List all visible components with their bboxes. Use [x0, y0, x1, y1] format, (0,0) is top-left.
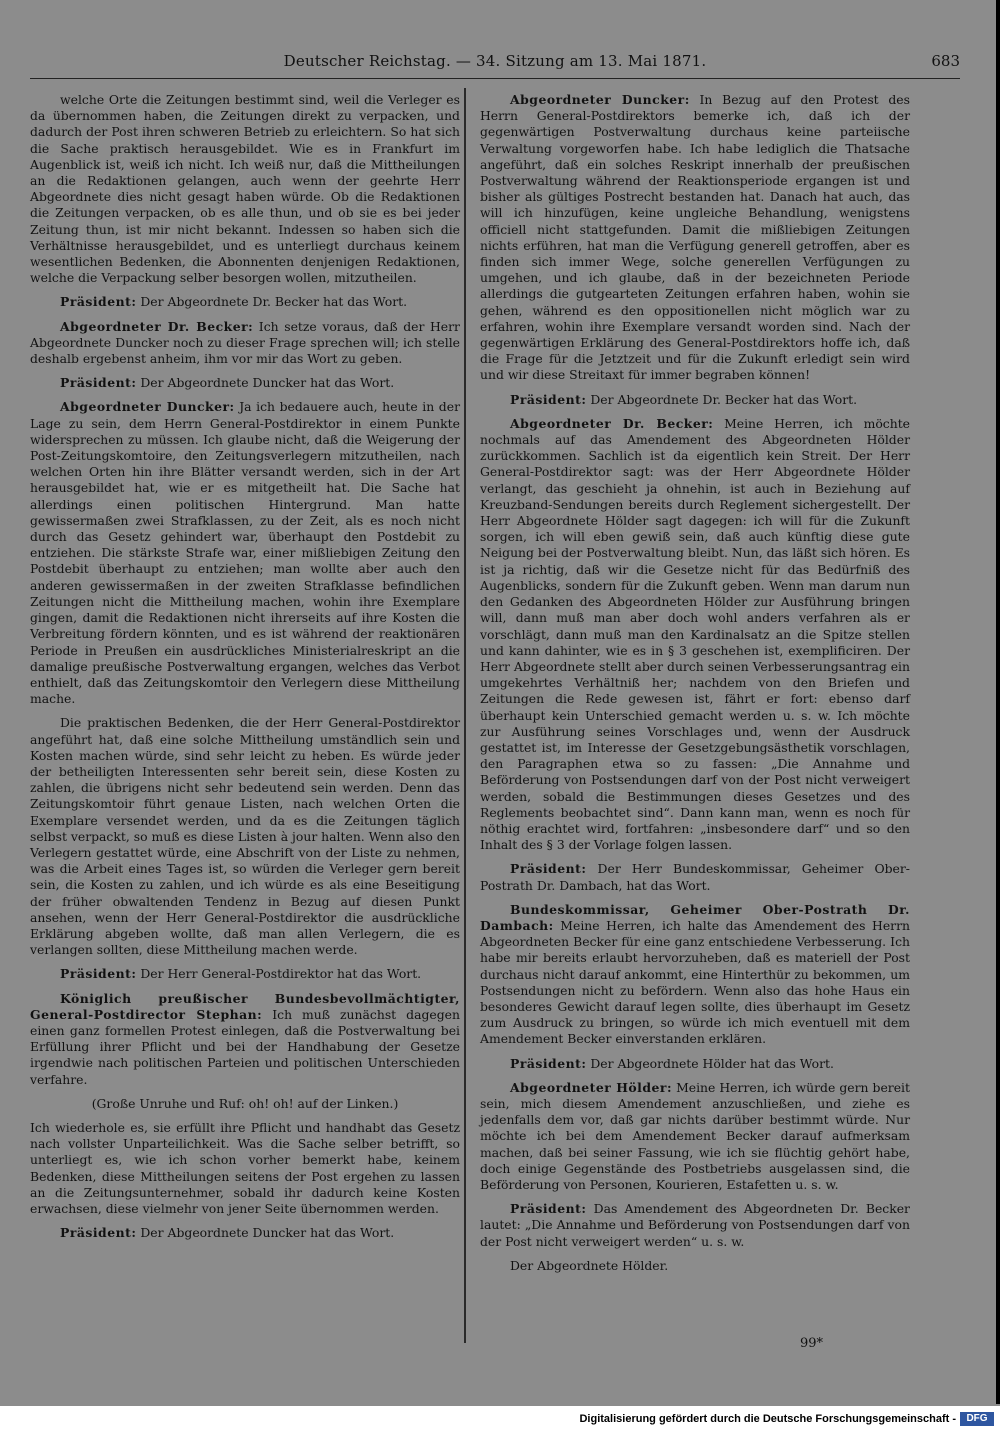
speech-text: Der Abgeordnete Duncker hat das Wort.: [140, 1225, 395, 1241]
speaker-name: Abgeordneter Duncker:: [60, 399, 235, 415]
speech-text: Das Amendement des Abgeordneten Dr. Becker lautet: „Die Annahme und Beförderung von Postsendungen darf von der Post nicht verweigert werden“ u. s. w.: [480, 1201, 910, 1249]
speech-paragraph: [480, 1258, 910, 1274]
speech-text: welche Orte die Zeitungen bestimmt sind, weil die Verleger es da übernommen haben, die Zeitungen direkt zu verpacken, und dadurch der Post ihren schweren Betrieb zu erleichtern. So hat sich die Sache praktisch herausgebildet. Wie es in Frankfurt im Augenblick ist, weiß ich nicht. Ich weiß nur, daß die Mittheilungen an die Redaktionen gelangen, auch wenn der geehrte Herr Abgeordnete dies nicht gesagt haben würde. Ob die Redaktionen die Zeitungen verpacken, ob es alle thun, und ob sie es bei jeder Zeitung thun, ist mir nicht bekannt. Indessen so haben sich die Verhältnisse herausgebildet, und es unterliegt durchaus keinem wesentlichen Bedenken, die Abonnenten denjenigen Redaktionen, welche die Verpackung selber besorgen wollen, mitzutheilen.: [30, 92, 460, 286]
speech-text: Meine Herren, ich möchte nochmals auf das Amendement des Abgeordneten Hölder zurückkommen. Sachlich ist da eigentlich kein Streit. Der Herr General-Postdirektor sagt: was der Herr Abgeordnete Hölder verlangt, das geschieht ja ohnehin, ist auch in Beziehung auf Kreuzband-Sendungen bereits durch Reglement sichergestellt. Der Herr Abgeordnete Hölder sagt dagegen: ich will für die Zukunft sorgen, ich will eben gewiß sein, daß auch künftig diese gute Neigung bei der Postverwaltung bleibt. Nun, das läßt sich hören. Es ist ja richtig, daß wir die Gesetze nicht für das Bedürfniß des Augenblicks, sondern für die Zukunft geben. Wenn man darum nun den Gedanken des Abgeordneten Hölder zur Ausführung bringen will, dann muß man aber doch wohl anders verfahren als er vorschlägt, dann muß man den Kardinalsatz an die Spitze stellen und kann dahinter, wie es in § 3 geschehen ist, exemplificiren. Der Herr Abgeordnete stellt aber durch seinen Verbesserungsantrag ein umgekehrtes Verhältniß her; nachdem von den Briefen und Zeitungen die Rede gewesen ist, fährt er fort: ebenso darf überhaupt kein Unterschied gemacht werden u. s. w. Ich möchte zur Ausführung seines Vorschlages und, wenn der Ausdruck gestattet ist, im Interesse der Gesetzgebungsästhetik vorschlagen, den Paragraphen etwa so zu fassen: „Die Annahme und Beförderung von Postsendungen darf von der Post nicht verweigert werden, sobald die Bestimmungen dieses Gesetzes und des Reglements beobachtet sind“. Dann kann man, wenn es noch für nöthig erachtet wird, fortfahren: „insbesondere darf“ und so den Inhalt des § 3 der Vorlage folgen lassen.: [480, 415, 911, 853]
speaker-name: Präsident:: [60, 966, 137, 982]
speech-paragraph: [30, 319, 460, 368]
speaker-name: Abgeordneter Duncker:: [510, 92, 690, 107]
speech-text: Der Abgeordnete Hölder hat das Wort.: [590, 1055, 834, 1071]
speaker-name: Königlich preußischer Bundesbevollmächtigter, General-Postdirector Stephan:: [30, 990, 460, 1022]
speaker-name: Präsident:: [60, 375, 137, 391]
speech-paragraph: [30, 375, 460, 391]
speaker-name: Präsident:: [510, 1055, 587, 1071]
speaker-name: Abgeordneter Dr. Becker:: [60, 318, 254, 334]
speech-paragraph: [480, 416, 910, 853]
speech-text: (Große Unruhe und Ruf: oh! oh! auf der Linken.): [91, 1095, 399, 1111]
footer-credit: Digitalisierung gefördert durch die Deutsche Forschungsgemeinschaft -: [579, 1413, 956, 1425]
speech-text: Ich muß zunächst dagegen einen ganz formellen Protest einlegen, daß die Postverwaltung bei Erfüllung ihrer Pflicht und bei der Handhabung der Gesetze irgendwie nach politischen Parteien und politischen Unterschieden verfahre.: [30, 1006, 460, 1087]
speech-text: Der Herr General-Postdirektor hat das Wort.: [140, 966, 422, 982]
speech-text: Ja ich bedauere auch, heute in der Lage zu sein, dem Herrn General-Postdirektor in einem Punkte widersprechen zu müssen. Ich glaube nicht, daß die Weigerung der Post-Zeitungskomtoire, den Zeitungsverlegern mitzutheilen, nach welchen Orten hin ihre Blätter versandt werden, sich in der Art herausgebildet hat, wie er es mitgetheilt hat. Die Sache hat allerdings einen politischen Hintergrund. Man hatte gewissermaßen zwei Strafklassen, zu der Zeit, als es noch nicht durch das Gesetz gehindert war, überhaupt den Postdebit zu entziehen. Die stärkste Strafe war, einer mißliebigen Zeitung den Postdebit überhaupt zu entziehen; man wollte aber auch den anderen gewissermaßen in der zweiten Strafklasse befindlichen Zeitungen nicht die Mittheilung machen, wohin ihre Exemplare gingen, damit die Redaktionen nicht ihrerseits auf ihre Kosten die Verbreitung fördern könnten, und es ist während der reaktionären Periode in Preußen ein ausdrückliches Ministerialreskript an die damalige preußische Postverwaltung ergangen, welches das Verbot enthielt, daß das Zeitungskomtoir den Verlegern diese Mittheilung mache.: [30, 399, 460, 707]
speech-paragraph: [480, 1080, 910, 1193]
speech-paragraph: [480, 1056, 910, 1072]
speech-paragraph: [30, 1225, 460, 1241]
speech-paragraph: [30, 715, 460, 958]
left-column: [30, 92, 460, 1249]
speech-paragraph: [480, 861, 910, 893]
speech-text: Der Abgeordnete Hölder.: [510, 1257, 669, 1273]
speech-text: Der Abgeordnete Duncker hat das Wort.: [140, 375, 395, 391]
speech-paragraph: [30, 1096, 460, 1112]
speech-text: Meine Herren, ich würde gern bereit sein, mich diesem Amendement anzuschließen, und ziehe es jedenfalls dem vor, daß gar nichts darüber bestimmt würde. Nur möchte ich bei dem Amendement Becker darauf aufmerksam machen, daß bei seiner Fassung, wie ich sie flüchtig gehört habe, doch einige Gegenstände des Postbetriebs ausgelassen sind, die Beförderung von Personen, Kourieren, Estafetten u. s. w.: [480, 1079, 910, 1192]
page-number: 683: [931, 52, 960, 70]
speech-text: Ich wiederhole es, sie erfüllt ihre Pflicht und handhabt das Gesetz nach vollster Unparteilichkeit. Was die Sache selber betrifft, so unterliegt es, wie ich schon vorher bemerkt habe, keinem Bedenken, diese Mittheilungen seitens der Post ergehen zu lassen an die Zeitungsunternehmer, sobald ihr dadurch keine Kosten erwachsen, diese vielmehr von jener Seite übernommen werden.: [30, 1119, 460, 1216]
speech-paragraph: [480, 92, 910, 384]
speaker-name: Abgeordneter Dr. Becker:: [510, 415, 714, 431]
dfg-logo: DFG: [960, 1412, 994, 1426]
speech-paragraph: [30, 399, 460, 707]
speaker-name: Präsident:: [60, 1225, 137, 1241]
speech-text: Die praktischen Bedenken, die der Herr General-Postdirektor angeführt hat, daß eine solche Mittheilung umständlich sein und Kosten machen würde, sind sehr leicht zu heben. Es würde jeder der betheiligten Interessenten sehr bereit sein, diese Kosten zu zahlen, die übrigens nicht sehr bedeutend sein werden. Denn das Zeitungskomtoir führt genaue Listen, nach welchen Orten die Exemplare versendet werden, und da es die Zeitungen täglich selbst verpackt, so muß es diese Listen à jour halten. Wenn also den Verlegern gestattet würde, eine Abschrift von der Liste zu nehmen, was die Arbeit eines Tages ist, so würden die Verleger gern bereit sein, die Kosten zu zahlen, und ich würde es als eine Beseitigung der früher obwaltenden Tendenz in Bezug auf diesen Punkt ansehen, wenn der Herr General-Postdirektor die ausdrückliche Erklärung abgeben wollte, daß man allen Verlegern, die es verlangen sollten, diese Mittheilung machen werde.: [30, 715, 460, 958]
speech-paragraph: [480, 902, 910, 1048]
speaker-name: Präsident:: [510, 861, 587, 877]
page-header: [30, 50, 960, 79]
speech-text: Ich setze voraus, daß der Herr Abgeordnete Duncker noch zu dieser Frage sprechen will; ich stelle deshalb ergebenst anheim, ihm vor mir das Wort zu geben.: [30, 318, 460, 367]
speech-text: In Bezug auf den Protest des Herrn General-Postdirektors bemerke ich, daß ich der gegenwärtigen Postverwaltung durchaus keine parteiische Verwaltung vorgeworfen habe. Ich habe lediglich die Thatsache angeführt, daß ein solches Reskript innerhalb der preußischen Postverwaltung während der Reaktionsperiode ergangen ist und bisher als gültiges Postrecht bestanden hat. Danach hat auch, das will ich hinzufügen, keine ungleiche Behandlung, wenigstens officiell nicht stattgefunden. Damit die mißliebigen Zeitungen nichts erführen, hat man die Verfügung generell getroffen, aber es finden sich immer Wege, solche generellen Verfügungen zu umgehen, und ich glaube, daß in der bezeichneten Periode allerdings die gutgearteten Zeitungen erfahren haben, wohin sie gehen, während es den oppositionellen nicht möglich war zu erfahren, wohin ihre Exemplare versandt worden sind. Nach der gegenwärtigen Erklärung des General-Postdirektors hoffe ich, daß die Frage für die Jetztzeit und für die Zukunft erledigt sein wird und wir diese Streitaxt für immer begraben können!: [480, 92, 910, 383]
digitization-footer: [0, 1406, 1000, 1432]
speech-paragraph: [30, 92, 460, 286]
speaker-name: Bundeskommissar, Geheimer Ober-Postrath Dr. Dambach:: [480, 901, 910, 933]
speech-paragraph: [480, 392, 910, 408]
speaker-name: Präsident:: [60, 294, 137, 310]
speech-paragraph: [30, 294, 460, 310]
speech-text: Der Herr Bundeskommissar, Geheimer Ober-Postrath Dr. Dambach, hat das Wort.: [480, 861, 910, 893]
speech-text: Der Abgeordnete Dr. Becker hat das Wort.: [140, 294, 408, 310]
right-column: [480, 92, 910, 1282]
speech-text: Meine Herren, ich halte das Amendement des Herrn Abgeordneten Becker für eine ganz entschiedene Verbesserung. Ich habe mir bereits erlaubt hervorzuheben, daß es materiell der Post durchaus nicht darauf ankommt, eine Hinterthür zu bekommen, um Postsendungen nicht zu befördern. Wenn also das hohe Haus ein besonderes Gewicht darauf legen sollte, dies überhaupt im Gesetz zum Ausdruck zu bringen, so würde ich mich eventuell mit dem Amendement Becker einverstanden erklären.: [480, 917, 910, 1047]
speech-text: Der Abgeordnete Dr. Becker hat das Wort.: [590, 391, 858, 407]
speech-paragraph: [30, 1120, 460, 1217]
speaker-name: Präsident:: [510, 1201, 587, 1217]
speech-paragraph: [480, 1201, 910, 1250]
speech-paragraph: [30, 991, 460, 1088]
speech-paragraph: [30, 966, 460, 982]
running-title: Deutscher Reichstag. — 34. Sitzung am 13. Mai 1871.: [283, 52, 707, 70]
speaker-name: Präsident:: [510, 391, 587, 407]
column-divider: [464, 88, 466, 1343]
page-signature: 99*: [800, 1336, 824, 1351]
speaker-name: Abgeordneter Hölder:: [510, 1079, 673, 1095]
